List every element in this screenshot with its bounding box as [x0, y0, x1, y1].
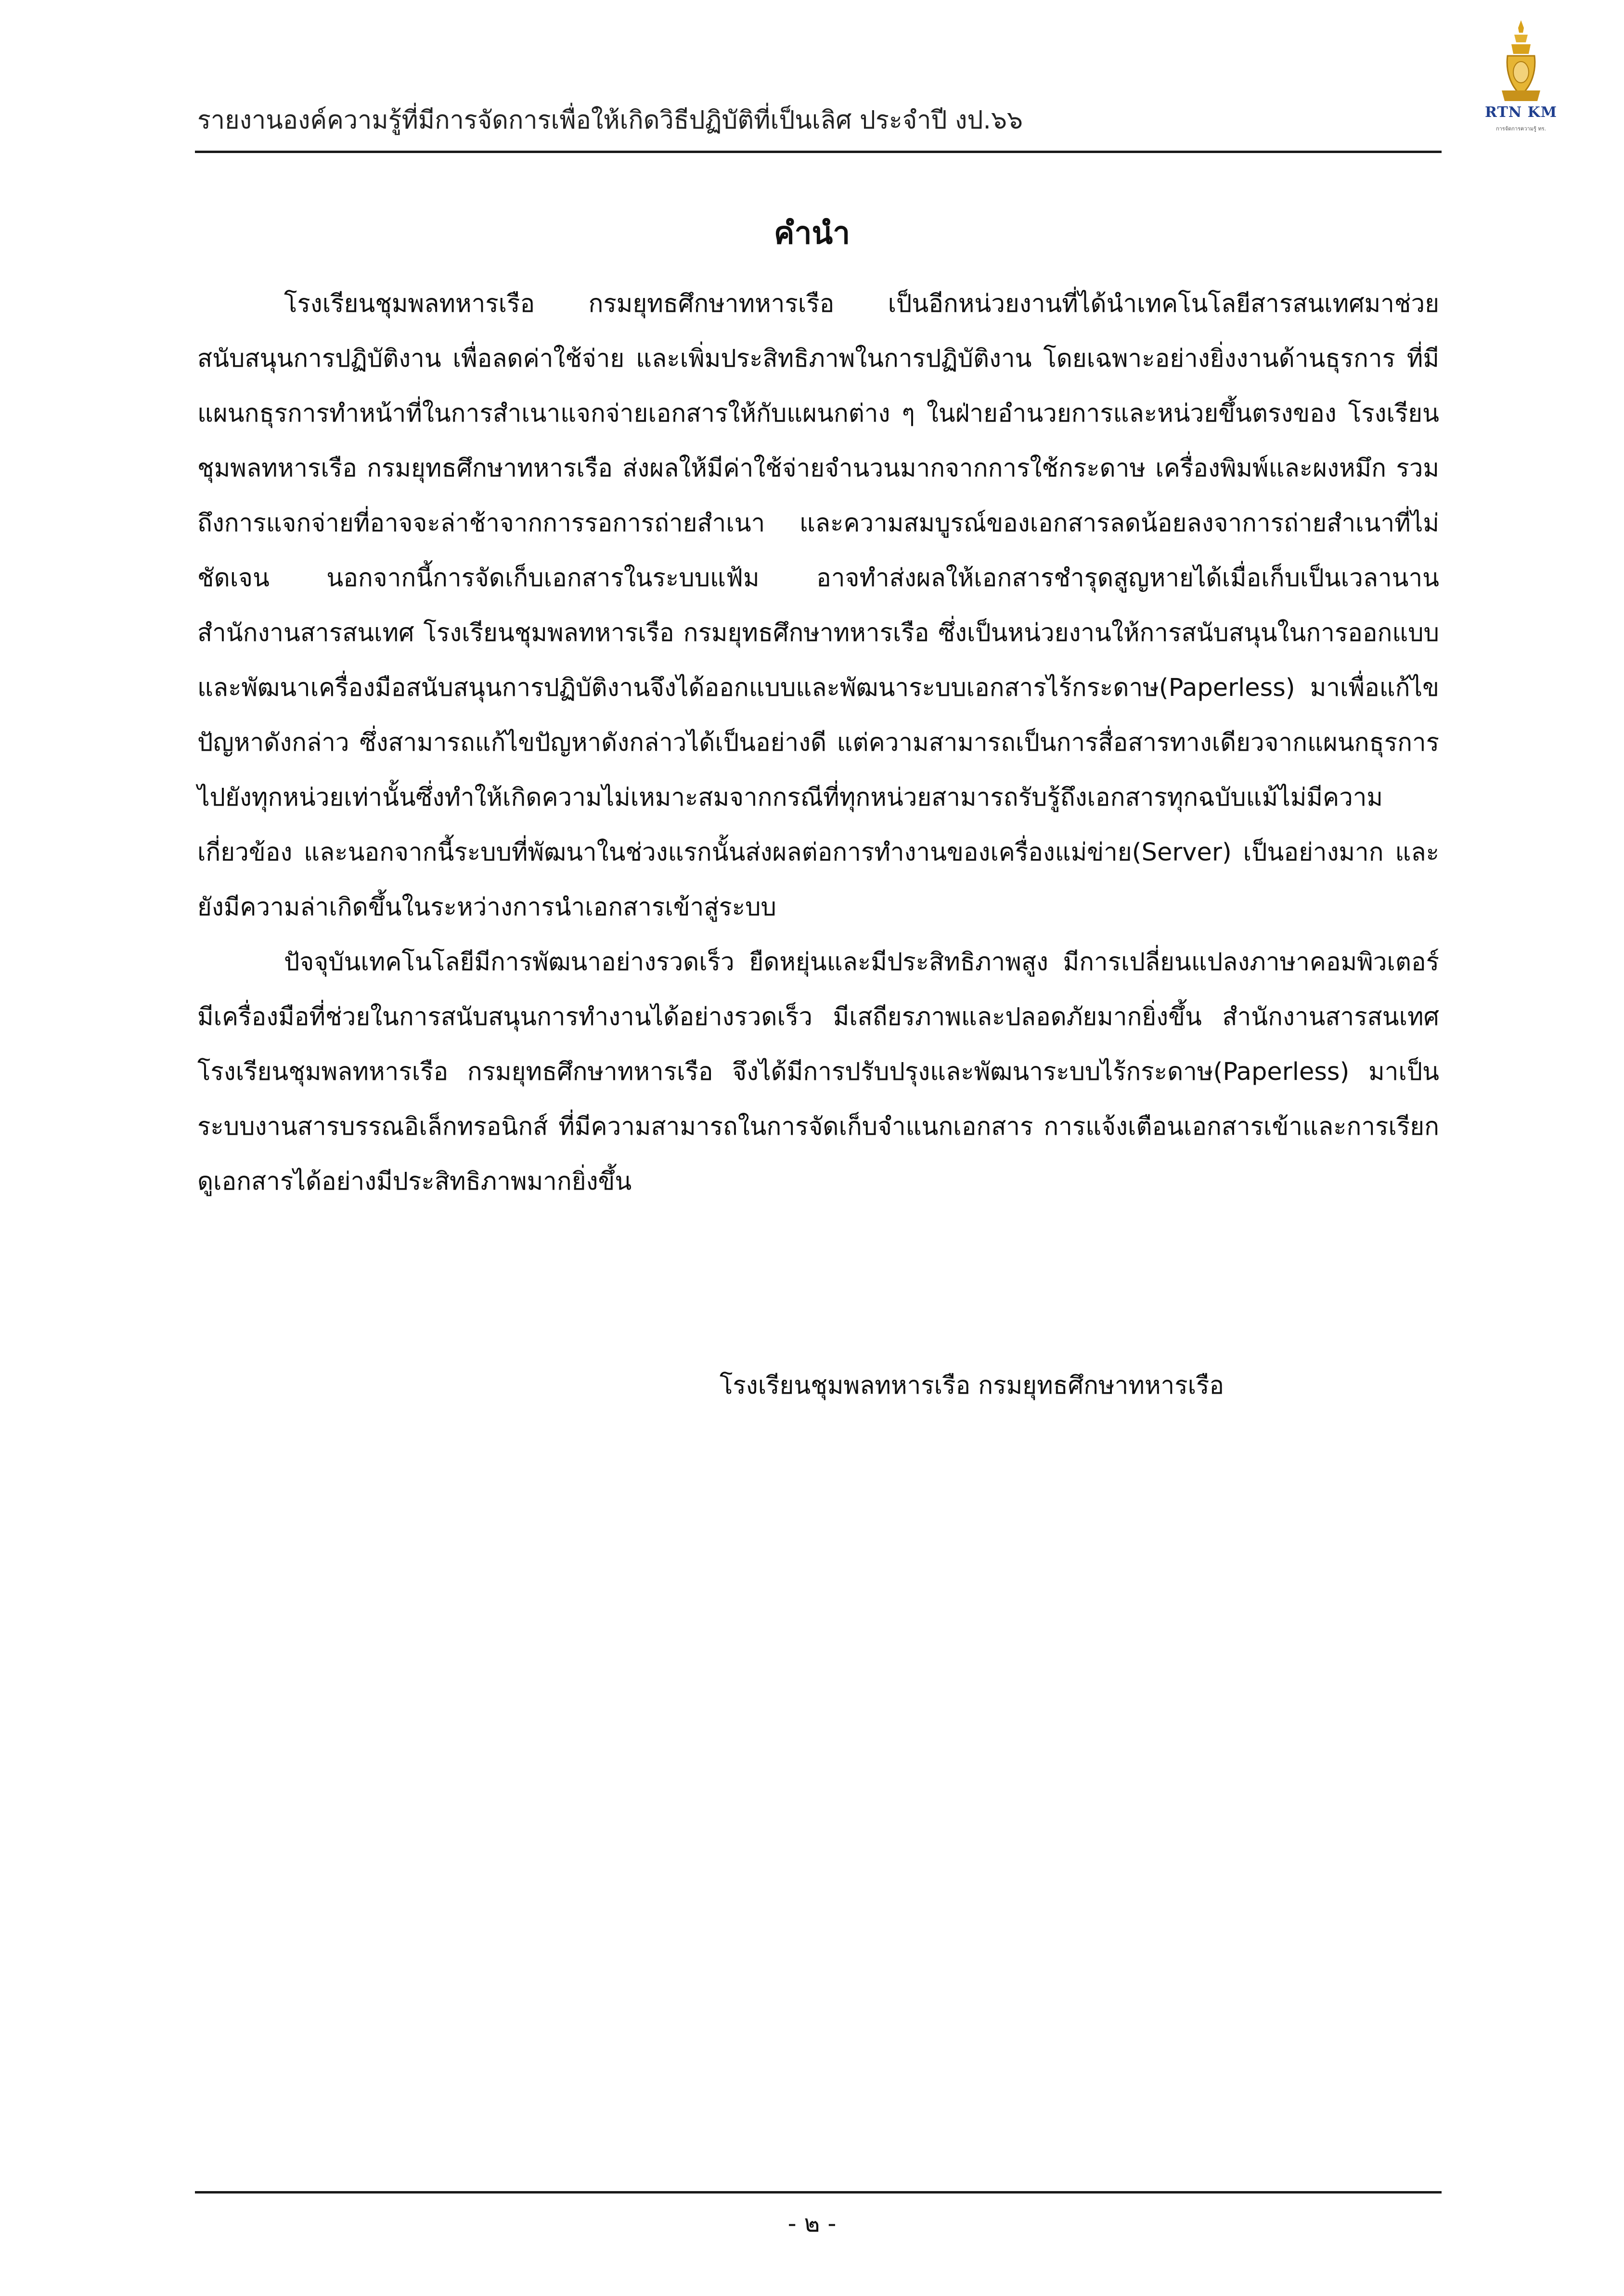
- signature: โรงเรียนชุมพลทหารเรือ กรมยุทธศึกษาทหารเรือ: [720, 1372, 1224, 1400]
- page-number: - ๒ -: [787, 2209, 837, 2237]
- logo-subtext: การจัดการความรู้ ทร.: [1495, 126, 1547, 132]
- header-title: รายงานองค์ความรู้ที่มีการจัดการเพื่อให้เกิดวิธีปฏิบัติที่เป็นเลิศ ประจำปี งป.๖๖: [197, 106, 1023, 135]
- rtn-km-logo: [1485, 18, 1557, 143]
- page-title: คำนำ: [773, 216, 851, 251]
- crest-icon: [1497, 18, 1545, 103]
- footer-divider: [195, 2191, 1442, 2193]
- header-divider: [195, 151, 1442, 153]
- paragraph-2: ปัจจุบันเทคโนโลยีมีการพัฒนาอย่างรวดเร็ว ยืดหยุ่นและมีประสิทธิภาพสูง มีการเปลี่ยนแปลงภาษาคอมพิวเตอร์ มีเครื่องมือที่ช่วยในการสนับสนุนการทำงานได้อย่างรวดเร็ว มีเสถียรภาพและปลอดภัยมากยิ่งขึ้น สำนักงานสารสนเทศ โรงเรียนชุมพลทหารเรือ กรมยุทธศึกษาทหารเรือ จึงได้มีการปรับปรุงและพัฒนาระบบไร้กระดาษ(Paperless) มาเป็นระบบงานสารบรรณอิเล็กทรอนิกส์ ที่มีความสามารถในการจัดเก็บจำแนกเอกสาร การแจ้งเตือนเอกสารเข้าและการเรียกดูเอกสารได้อย่างมีประสิทธิภาพมากยิ่งขึ้น: [197, 948, 1439, 1196]
- body-text: [197, 277, 1439, 1209]
- paragraph-1: โรงเรียนชุมพลทหารเรือ กรมยุทธศึกษาทหารเรือ เป็นอีกหน่วยงานที่ได้นำเทคโนโลยีสารสนเทศมาช่วยสนับสนุนการปฏิบัติงาน เพื่อลดค่าใช้จ่าย และเพิ่มประสิทธิภาพในการปฏิบัติงาน โดยเฉพาะอย่างยิ่งงานด้านธุรการ ที่มีแผนกธุรการทำหน้าที่ในการสำเนาแจกจ่ายเอกสารให้กับแผนกต่าง ๆ ในฝ่ายอำนวยการและหน่วยขึ้นตรงของ โรงเรียนชุมพลทหารเรือ กรมยุทธศึกษาทหารเรือ ส่งผลให้มีค่าใช้จ่ายจำนวนมากจากการใช้กระดาษ เครื่องพิมพ์และผงหมึก รวมถึงการแจกจ่ายที่อาจจะล่าช้าจากการรอการถ่ายสำเนา และความสมบูรณ์ของเอกสารลดน้อยลงจาการถ่ายสำเนาที่ไม่ชัดเจน นอกจากนี้การจัดเก็บเอกสารในระบบแฟ้ม อาจทำส่งผลให้เอกสารชำรุดสูญหายได้เมื่อเก็บเป็นเวลานาน สำนักงานสารสนเทศ โรงเรียนชุมพลทหารเรือ กรมยุทธศึกษาทหารเรือ ซึ่งเป็นหน่วยงานให้การสนับสนุนในการออกแบบและพัฒนาเครื่องมือสนับสนุนการปฏิบัติงานจึงได้ออกแบบและพัฒนาระบบเอกสารไร้กระดาษ(Paperless) มาเพื่อแก้ไขปัญหาดังกล่าว ซึ่งสามารถแก้ไขปัญหาดังกล่าวได้เป็นอย่างดี แต่ความสามารถเป็นการสื่อสารทางเดียวจากแผนกธุรการไปยังทุกหน่วยเท่านั้นซึ่งทำให้เกิดความไม่เหมาะสมจากกรณีที่ทุกหน่วยสามารถรับรู้ถึงเอกสารทุกฉบับแม้ไม่มีความเกี่ยวข้อง และนอกจากนี้ระบบที่พัฒนาในช่วงแรกนั้นส่งผลต่อการทำงานของเครื่องแม่ข่าย(Server) เป็นอย่างมาก และยังมีความล่าเกิดขึ้นในระหว่างการนำเอกสารเข้าสู่ระบบ: [197, 290, 1439, 922]
- logo-text: RTN KM: [1485, 104, 1557, 121]
